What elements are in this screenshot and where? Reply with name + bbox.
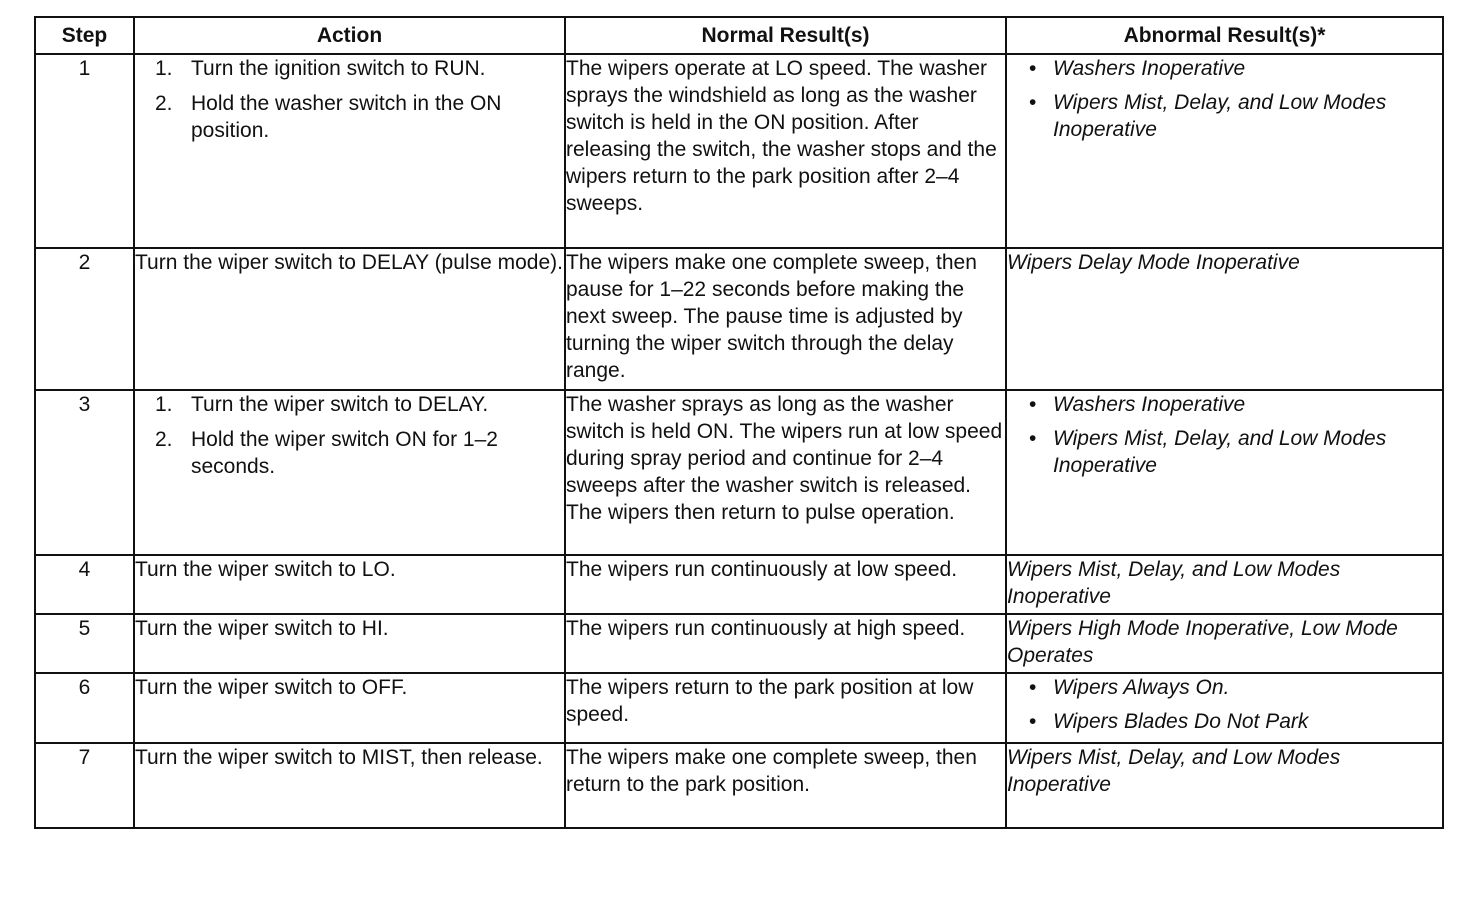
table-row (35, 743, 1443, 828)
abnormal-result-text: Wipers Blades Do Not Park (1053, 710, 1309, 733)
action-cell: Turn the wiper switch to LO. (134, 555, 565, 614)
action-substep (155, 391, 564, 418)
abnormal-result-item (1029, 391, 1442, 418)
bullet-icon: • (1029, 91, 1037, 114)
abnormal-result: Wipers High Mode Inoperative, Low Mode Operates (1006, 614, 1443, 673)
abnormal-results-list (1007, 391, 1442, 479)
table-row (35, 673, 1443, 743)
abnormal-result: Wipers Mist, Delay, and Low Modes Inoperative (1006, 555, 1443, 614)
step-number: 1 (35, 54, 134, 248)
step-number: 4 (35, 555, 134, 614)
abnormal-result-text: Washers Inoperative (1053, 393, 1246, 416)
action-substep (155, 426, 564, 480)
action-cell (134, 54, 565, 248)
substep-text: Turn the wiper switch to DELAY. (191, 393, 489, 416)
wiper-diagnostic-table (34, 16, 1444, 829)
bullet-icon: • (1029, 710, 1037, 733)
step-number: 6 (35, 673, 134, 743)
action-cell: Turn the wiper switch to DELAY (pulse mode). (134, 248, 565, 390)
bullet-icon: • (1029, 676, 1037, 699)
table-row (35, 248, 1443, 390)
abnormal-result-cell (1006, 390, 1443, 555)
abnormal-result: Wipers Delay Mode Inoperative (1006, 248, 1443, 390)
normal-result: The wipers make one complete sweep, then pause for 1–22 seconds before making the next sweep. The pause time is adjusted by turning the wiper switch through the delay range. (565, 248, 1006, 390)
substep-number: 2. (155, 92, 173, 115)
substep-number: 1. (155, 57, 173, 80)
normal-result: The washer sprays as long as the washer switch is held ON. The wipers run at low speed during spray period and continue for 2–4 sweeps after the washer switch is released. The wipers then return to pulse operation. (565, 390, 1006, 555)
header-action: Action (134, 17, 565, 54)
table-row (35, 54, 1443, 248)
header-row (35, 17, 1443, 54)
bullet-icon: • (1029, 427, 1037, 450)
substep-text: Turn the ignition switch to RUN. (191, 57, 486, 80)
substep-number: 2. (155, 428, 173, 451)
step-number: 5 (35, 614, 134, 673)
abnormal-results-list (1007, 55, 1442, 143)
step-number: 2 (35, 248, 134, 390)
action-cell: Turn the wiper switch to OFF. (134, 673, 565, 743)
abnormal-result: Wipers Mist, Delay, and Low Modes Inoperative (1006, 743, 1443, 828)
normal-result: The wipers make one complete sweep, then return to the park position. (565, 743, 1006, 828)
abnormal-results-list (1007, 674, 1442, 735)
action-cell: Turn the wiper switch to MIST, then release. (134, 743, 565, 828)
normal-result: The wipers run continuously at high speed. (565, 614, 1006, 673)
action-substep (155, 55, 564, 82)
abnormal-result-text: Wipers Mist, Delay, and Low Modes Inoperative (1053, 427, 1387, 477)
abnormal-result-text: Wipers Always On. (1053, 676, 1230, 699)
header-normal-results: Normal Result(s) (565, 17, 1006, 54)
header-abnormal-results: Abnormal Result(s)* (1006, 17, 1443, 54)
abnormal-result-item (1029, 674, 1442, 701)
normal-result: The wipers return to the park position at low speed. (565, 673, 1006, 743)
normal-result: The wipers run continuously at low speed. (565, 555, 1006, 614)
bullet-icon: • (1029, 57, 1037, 80)
table-row (35, 614, 1443, 673)
step-number: 3 (35, 390, 134, 555)
table-row (35, 390, 1443, 555)
substep-text: Hold the wiper switch ON for 1–2 seconds. (191, 428, 498, 478)
normal-result: The wipers operate at LO speed. The washer sprays the windshield as long as the washer switch is held in the ON position. After releasing the switch, the washer stops and the wipers return to the park position after 2–4 sweeps. (565, 54, 1006, 248)
action-substeps (135, 55, 564, 144)
abnormal-result-item (1029, 708, 1442, 735)
abnormal-result-item (1029, 89, 1442, 143)
action-substep (155, 90, 564, 144)
abnormal-result-cell (1006, 673, 1443, 743)
substep-number: 1. (155, 393, 173, 416)
abnormal-result-cell (1006, 54, 1443, 248)
table-row (35, 555, 1443, 614)
action-substeps (135, 391, 564, 480)
abnormal-result-text: Wipers Mist, Delay, and Low Modes Inoperative (1053, 91, 1387, 141)
abnormal-result-item (1029, 55, 1442, 82)
abnormal-result-text: Washers Inoperative (1053, 57, 1246, 80)
substep-text: Hold the washer switch in the ON position. (191, 92, 502, 142)
step-number: 7 (35, 743, 134, 828)
action-cell (134, 390, 565, 555)
header-step: Step (35, 17, 134, 54)
abnormal-result-item (1029, 425, 1442, 479)
bullet-icon: • (1029, 393, 1037, 416)
action-cell: Turn the wiper switch to HI. (134, 614, 565, 673)
